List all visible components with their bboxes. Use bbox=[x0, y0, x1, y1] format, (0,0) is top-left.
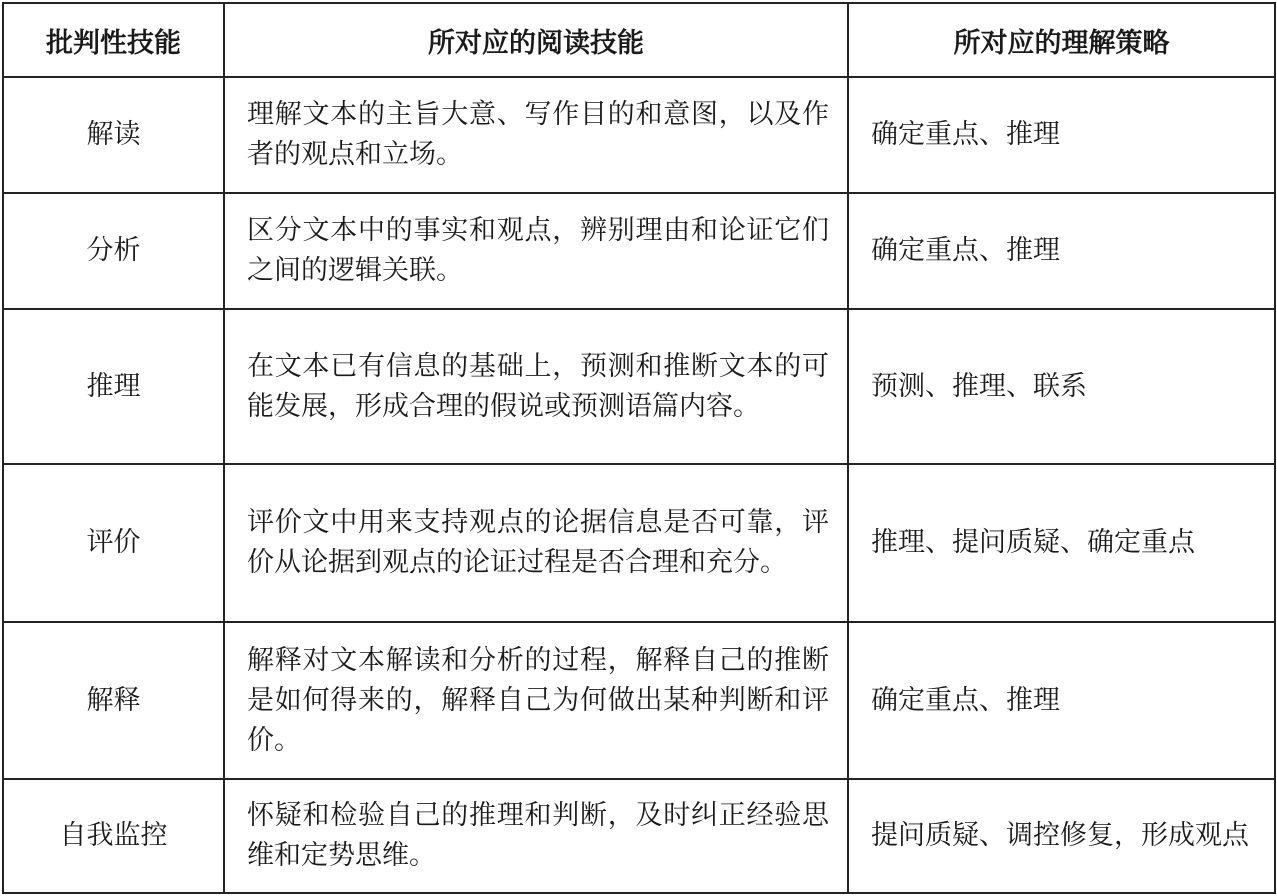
reading-skill-cell: 理解文本的主旨大意、写作目的和意图，以及作者的观点和立场。 bbox=[224, 77, 848, 193]
strategy-cell: 确定重点、推理 bbox=[848, 193, 1275, 309]
table-row bbox=[3, 622, 1275, 779]
reading-skill-cell: 区分文本中的事实和观点，辨别理由和论证它们之间的逻辑关联。 bbox=[224, 193, 848, 309]
strategy-cell: 确定重点、推理 bbox=[848, 77, 1275, 193]
skills-table bbox=[2, 2, 1276, 894]
skill-cell: 推理 bbox=[3, 309, 224, 464]
strategy-cell: 确定重点、推理 bbox=[848, 622, 1275, 779]
table-row bbox=[3, 464, 1275, 622]
header-strategy: 所对应的理解策略 bbox=[848, 3, 1275, 77]
reading-skill-cell: 在文本已有信息的基础上，预测和推断文本的可能发展，形成合理的假说或预测语篇内容。 bbox=[224, 309, 848, 464]
header-skill: 批判性技能 bbox=[3, 3, 224, 77]
strategy-cell: 预测、推理、联系 bbox=[848, 309, 1275, 464]
table-row bbox=[3, 309, 1275, 464]
strategy-cell: 推理、提问质疑、确定重点 bbox=[848, 464, 1275, 622]
skill-cell: 评价 bbox=[3, 464, 224, 622]
skill-cell: 解读 bbox=[3, 77, 224, 193]
skill-cell: 分析 bbox=[3, 193, 224, 309]
reading-skill-cell: 怀疑和检验自己的推理和判断，及时纠正经验思维和定势思维。 bbox=[224, 779, 848, 893]
reading-skill-cell: 评价文中用来支持观点的论据信息是否可靠，评价从论据到观点的论证过程是否合理和充分。 bbox=[224, 464, 848, 622]
table-row bbox=[3, 779, 1275, 893]
table-row bbox=[3, 193, 1275, 309]
header-row bbox=[3, 3, 1275, 77]
strategy-cell: 提问质疑、调控修复，形成观点 bbox=[848, 779, 1275, 893]
table-row bbox=[3, 77, 1275, 193]
header-reading-skill: 所对应的阅读技能 bbox=[224, 3, 848, 77]
reading-skill-cell: 解释对文本解读和分析的过程，解释自己的推断是如何得来的，解释自己为何做出某种判断和评价。 bbox=[224, 622, 848, 779]
skill-cell: 解释 bbox=[3, 622, 224, 779]
skill-cell: 自我监控 bbox=[3, 779, 224, 893]
